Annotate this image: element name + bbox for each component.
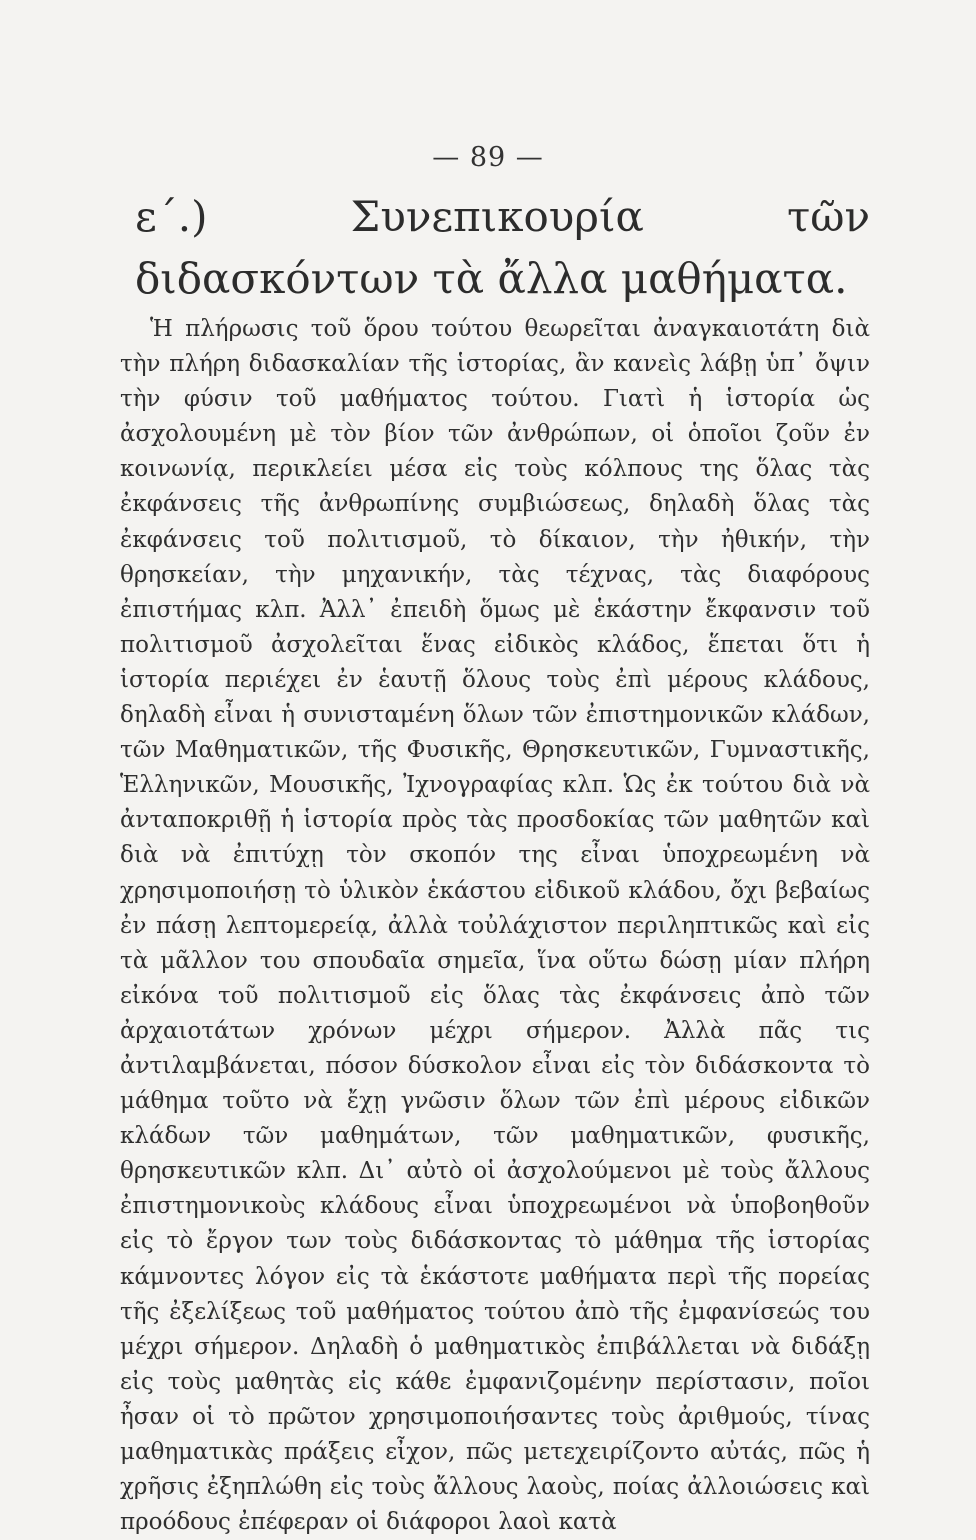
section-heading: ε΄.) Συνεπικουρία τῶν διδασκόντων τὰ ἄλλα μαθήματα. xyxy=(135,192,870,303)
body-paragraph: Ἡ πλήρωσις τοῦ ὅρου τούτου θεωρεῖται ἀναγκαιοτάτη διὰ τὴν πλήρη διδασκαλίαν τῆς ἱστορίας, ἂν κανεὶς λάβῃ ὑπ᾿ ὄψιν τὴν φύσιν τοῦ μαθήματος τούτου. Γιατὶ ἡ ἱστορία ὡς ἀσχολουμένη μὲ τὸν βίον τῶν ἀνθρώπων, οἱ ὁποῖοι ζοῦν ἐν κοινωνίᾳ, περικλείει μέσα εἰς τοὺς κόλπους της ὅλας τὰς ἐκφάνσεις τῆς ἀνθρωπίνης συμβιώσεως, δηλαδὴ ὅλας τὰς ἐκφάνσεις τοῦ πολιτισμοῦ, τὸ δίκαιον, τὴν ἠθικήν, τὴν θρησκείαν, τὴν μηχανικήν, τὰς τέχνας, τὰς διαφόρους ἐπιστήμας κλπ. Ἀλλ᾿ ἐπειδὴ ὅμως μὲ ἑκάστην ἔκφανσιν τοῦ πολιτισμοῦ ἀσχολεῖται ἕνας εἰδικὸς κλάδος, ἕπεται ὅτι ἡ ἱστορία περιέχει ἐν ἑαυτῇ ὅλους τοὺς ἐπὶ μέρους κλάδους, δηλαδὴ εἶναι ἡ συνισταμένη ὅλων τῶν ἐπιστημονικῶν κλάδων, τῶν Μαθηματικῶν, τῆς Φυσικῆς, Θρησκευτικῶν, Γυμναστικῆς, Ἑλληνικῶν, Μουσικῆς, Ἰχνογραφίας κλπ. Ὡς ἐκ τούτου διὰ νὰ ἀνταποκριθῇ ἡ ἱστορία πρὸς τὰς προσδοκίας τῶν μαθητῶν καὶ διὰ νὰ ἐπιτύχῃ τὸν σκοπόν της εἶναι ὑποχρεωμένη νὰ χρησιμοποιήσῃ τὸ ὑλικὸν ἑκάστου εἰδικοῦ κλάδου, ὄχι βεβαίως ἐν πάσῃ λεπτομερείᾳ, ἀλλὰ τοὐλάχιστον περιληπτικῶς καὶ εἰς τὰ μᾶλλον του σπουδαῖα σημεῖα, ἵνα οὕτω δώσῃ μίαν πλήρη εἰκόνα τοῦ πολιτισμοῦ εἰς ὅλας τὰς ἐκφάνσεις ἀπὸ τῶν ἀρχαιοτάτων χρόνων μέχρι σήμερον. Ἀλλὰ πᾶς τις ἀντιλαμβάνεται, πόσον δύσκολον εἶναι εἰς τὸν διδάσκοντα τὸ μάθημα τοῦτο νὰ ἔχῃ γνῶσιν ὅλων τῶν ἐπὶ μέρους εἰδικῶν κλάδων τῶν μαθημάτων, τῶν μαθηματικῶν, φυσικῆς, θρησκευτικῶν κλπ. Δι᾿ αὐτὸ οἱ ἀσχολούμενοι μὲ τοὺς ἄλλους ἐπιστημονικοὺς κλάδους εἶναι ὑποχρεωμένοι νὰ ὑποβοηθοῦν εἰς τὸ ἔργον των τοὺς διδάσκοντας τὸ μάθημα τῆς ἱστορίας κάμνοντες λόγον εἰς τὰ ἑκάστοτε μαθήματα περὶ τῆς πορείας τῆς ἐξελίξεως τοῦ μαθήματος τούτου ἀπὸ τῆς ἐμφανίσεώς του μέχρι σήμερον. Δηλαδὴ ὁ μαθηματικὸς ἐπιβάλλεται νὰ διδάξῃ εἰς τοὺς μαθητὰς εἰς κάθε ἐμφανιζομένην περίστασιν, ποῖοι ἦσαν οἱ τὸ πρῶτον χρησιμοποιήσαντες τοὺς ἀριθμούς, τίνας μαθηματικὰς πράξεις εἶχον, πῶς μετεχειρίζοντο αὐτάς, πῶς ἡ χρῆσις ἐξηπλώθη εἰς τοὺς ἄλλους λαοὺς, ποίας ἀλλοιώσεις καὶ προόδους ἐπέφεραν οἱ διάφοροι λαοὶ κατὰ xyxy=(120,316,870,1536)
page-number: — 89 — xyxy=(432,142,544,173)
